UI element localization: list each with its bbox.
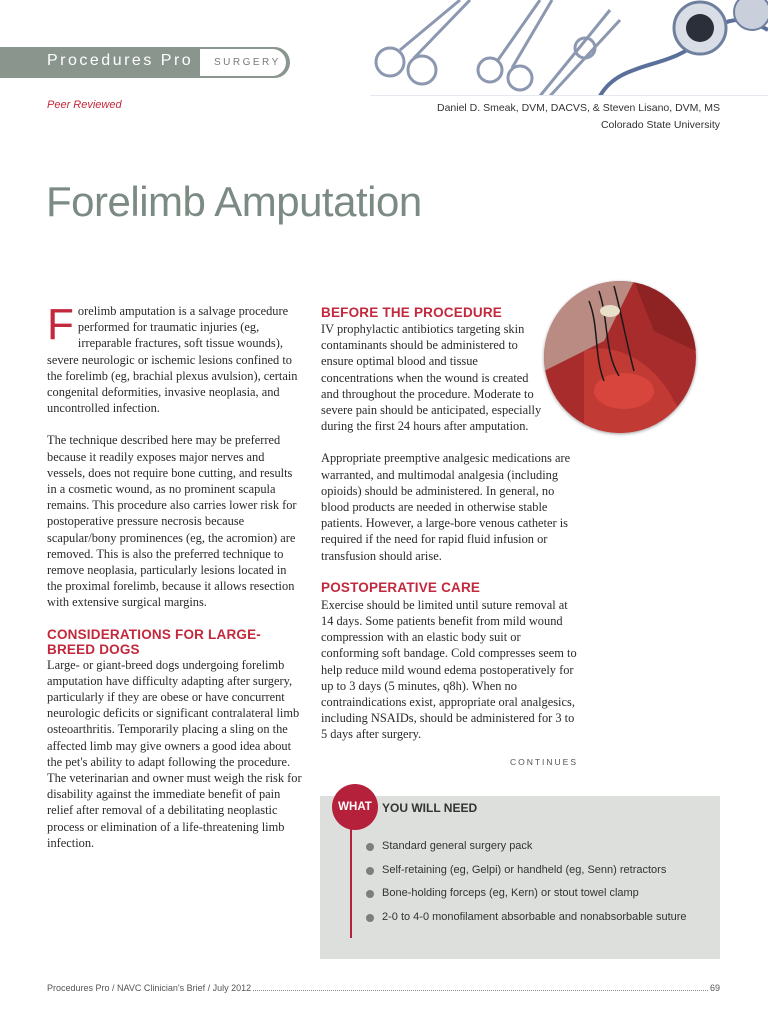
bullet-icon xyxy=(366,890,374,898)
considerations-paragraph: Large- or giant-breed dogs undergoing forelimb amputation have difficulty adapting after surgery, particularly if they are obese or have concurrent neurologic deficits or significant contralateral limb osteoarthritis. Temporarily placing a sling on the affected limb may give owners a good idea about the pet's ability to adapt following the procedure. The veterinarian and owner must weigh the risk for disability against the immediate benefit of pain relief after removal of a debilitating neoplastic process or elimination of a life-threatening limb infection. xyxy=(47,657,302,850)
surgical-instruments-illustration xyxy=(370,0,768,96)
badge-line xyxy=(350,828,352,938)
article-title: Forelimb Amputation xyxy=(46,178,422,225)
supplies-list xyxy=(366,839,706,933)
analgesia-paragraph: Appropriate preemptive analgesic medications are warranted, and multimodal analgesia (including opioids) should be administered. In general, no blood products are needed in otherwise stable patients. However, a large-bore venous catheter is required if the need for rapid fluid infusion or transfusion should arise. xyxy=(321,451,571,563)
list-item: Bone-holding forceps (eg, Kern) or stout towel clamp xyxy=(366,886,706,902)
before-procedure-heading: BEFORE THE PROCEDURE xyxy=(321,305,503,320)
postoperative-heading: POSTOPERATIVE CARE xyxy=(321,579,481,595)
footer-publication: Procedures Pro / NAVC Clinician's Brief / July 2012 xyxy=(47,983,252,993)
column-left xyxy=(47,300,304,867)
page-footer xyxy=(47,983,720,993)
continues-label: CONTINUES xyxy=(509,757,578,767)
list-item: 2-0 to 4-0 monofilament absorbable and nonabsorbable suture xyxy=(366,910,706,926)
technique-paragraph: The technique described here may be preferred because it readily exposes major nerves and vessels, does not require bone cutting, and results in a cosmetic wound, as no prominent scapula remains. This procedure also carries lower risk for postoperative pressure necrosis because scapular/bony prominences (eg, the acromion) are removed. This is also the preferred technique to remove neoplasia, particularly lesions located in the proximal forelimb, because it allows resection with extensive surgical margins. xyxy=(47,433,297,610)
surgical-photo xyxy=(544,281,696,433)
bullet-icon xyxy=(366,914,374,922)
list-item: Self-retaining (eg, Gelpi) or handheld (eg, Senn) retractors xyxy=(366,863,706,879)
need-box-title: YOU WILL NEED xyxy=(382,801,478,815)
considerations-heading: CONSIDERATIONS FOR LARGE-BREED DOGS xyxy=(47,626,261,657)
what-badge: WHAT xyxy=(332,784,378,830)
drop-cap: F xyxy=(47,300,74,349)
section-title: Procedures Pro xyxy=(47,52,194,69)
section-tag: SURGERY xyxy=(200,49,286,76)
bullet-icon xyxy=(366,843,374,851)
list-item: Standard general surgery pack xyxy=(366,839,706,855)
bullet-icon xyxy=(366,867,374,875)
author-block xyxy=(437,100,720,134)
postoperative-paragraph: Exercise should be limited until suture removal at 14 days. Some patients benefit from mild wound compression with an elastic body suit or conforming soft bandage. Cold compresses seem to help reduce mild wound edema postoperatively for up to 3 days (5 minutes, q8h). When no contraindications exist, appropriate oral analgesics, including NSAIDs, should be administered for 3 to 5 days after surgery. xyxy=(321,597,577,742)
intro-paragraph xyxy=(47,300,304,416)
affiliation: Colorado State University xyxy=(600,119,720,131)
peer-reviewed-label: Peer Reviewed xyxy=(47,99,122,111)
column-right xyxy=(321,305,579,759)
authors: Daniel D. Smeak, DVM, DACVS, & Steven Lisano, DVM, MS xyxy=(436,102,720,114)
page-number: 69 xyxy=(709,983,720,993)
before-procedure-paragraph: IV prophylactic antibiotics targeting skin contaminants should be administered to ensure optimal blood and tissue concentrations when the wound is created and throughout the procedure. Moderate to severe pain should be anticipated, especially during the first 24 hours after amputation. xyxy=(321,322,542,434)
intro-text: orelimb amputation is a salvage procedure performed for traumatic injuries (eg, irreparable fractures, soft tissue wounds), severe neurologic or ischemic lesions confined to the forelimb (eg, brachial plexus avulsion), certain congenital deformities, invasive neoplasia, and uncontrolled infection. xyxy=(47,304,298,416)
footer-leader-dots xyxy=(253,983,708,991)
